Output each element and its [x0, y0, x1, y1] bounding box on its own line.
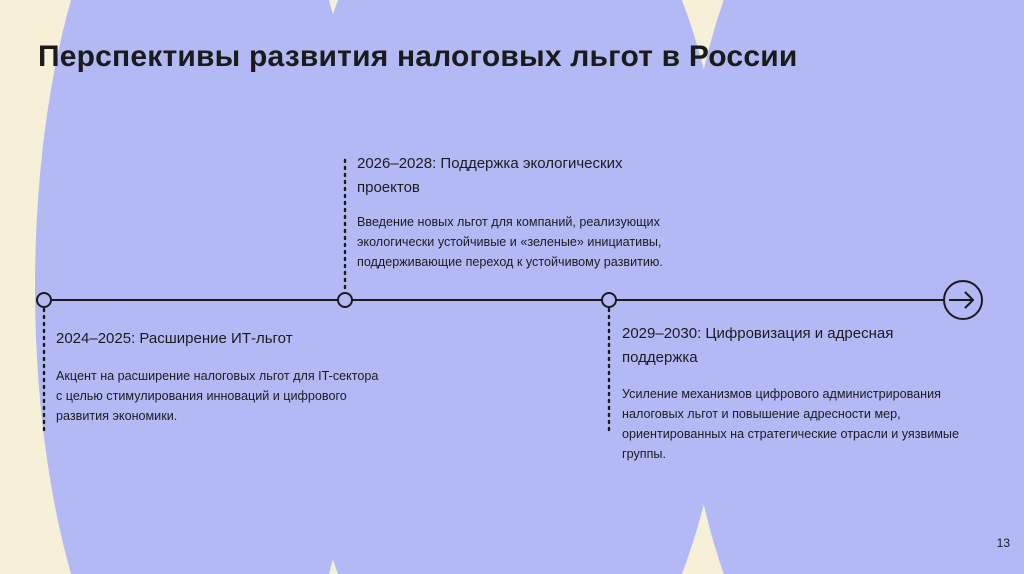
milestone-1-description: Акцент на расширение налоговых льгот для IT-сектора с целью стимулирования инноваций и цифрового развития экономики.: [56, 369, 379, 423]
timeline-node-2: [338, 293, 352, 307]
milestone-1-heading: 2024–2025: Расширение ИТ-льгот: [56, 330, 293, 347]
page-title: Перспективы развития налоговых льгот в России: [38, 40, 798, 73]
milestone-1: [56, 327, 386, 426]
timeline-node-3: [602, 293, 616, 307]
milestone-2-description: Введение новых льгот для компаний, реализующих экологически устойчивые и «зеленые» инициативы, поддерживающие переход к устойчивому развитию.: [357, 215, 663, 269]
milestone-2-heading: 2026–2028: Поддержка экологических проектов: [357, 155, 623, 196]
milestone-3: [622, 322, 967, 464]
page-number: 13: [996, 536, 1010, 550]
timeline-node-1: [37, 293, 51, 307]
arrow-right-icon: [944, 281, 982, 319]
milestone-3-heading: 2029–2030: Цифровизация и адресная поддержка: [622, 325, 894, 366]
milestone-3-description: Усиление механизмов цифрового администрирования налоговых льгот и повышение адресности мер, ориентированных на стратегические отрасли и уязвимые группы.: [622, 387, 959, 461]
milestone-2: [357, 152, 687, 272]
